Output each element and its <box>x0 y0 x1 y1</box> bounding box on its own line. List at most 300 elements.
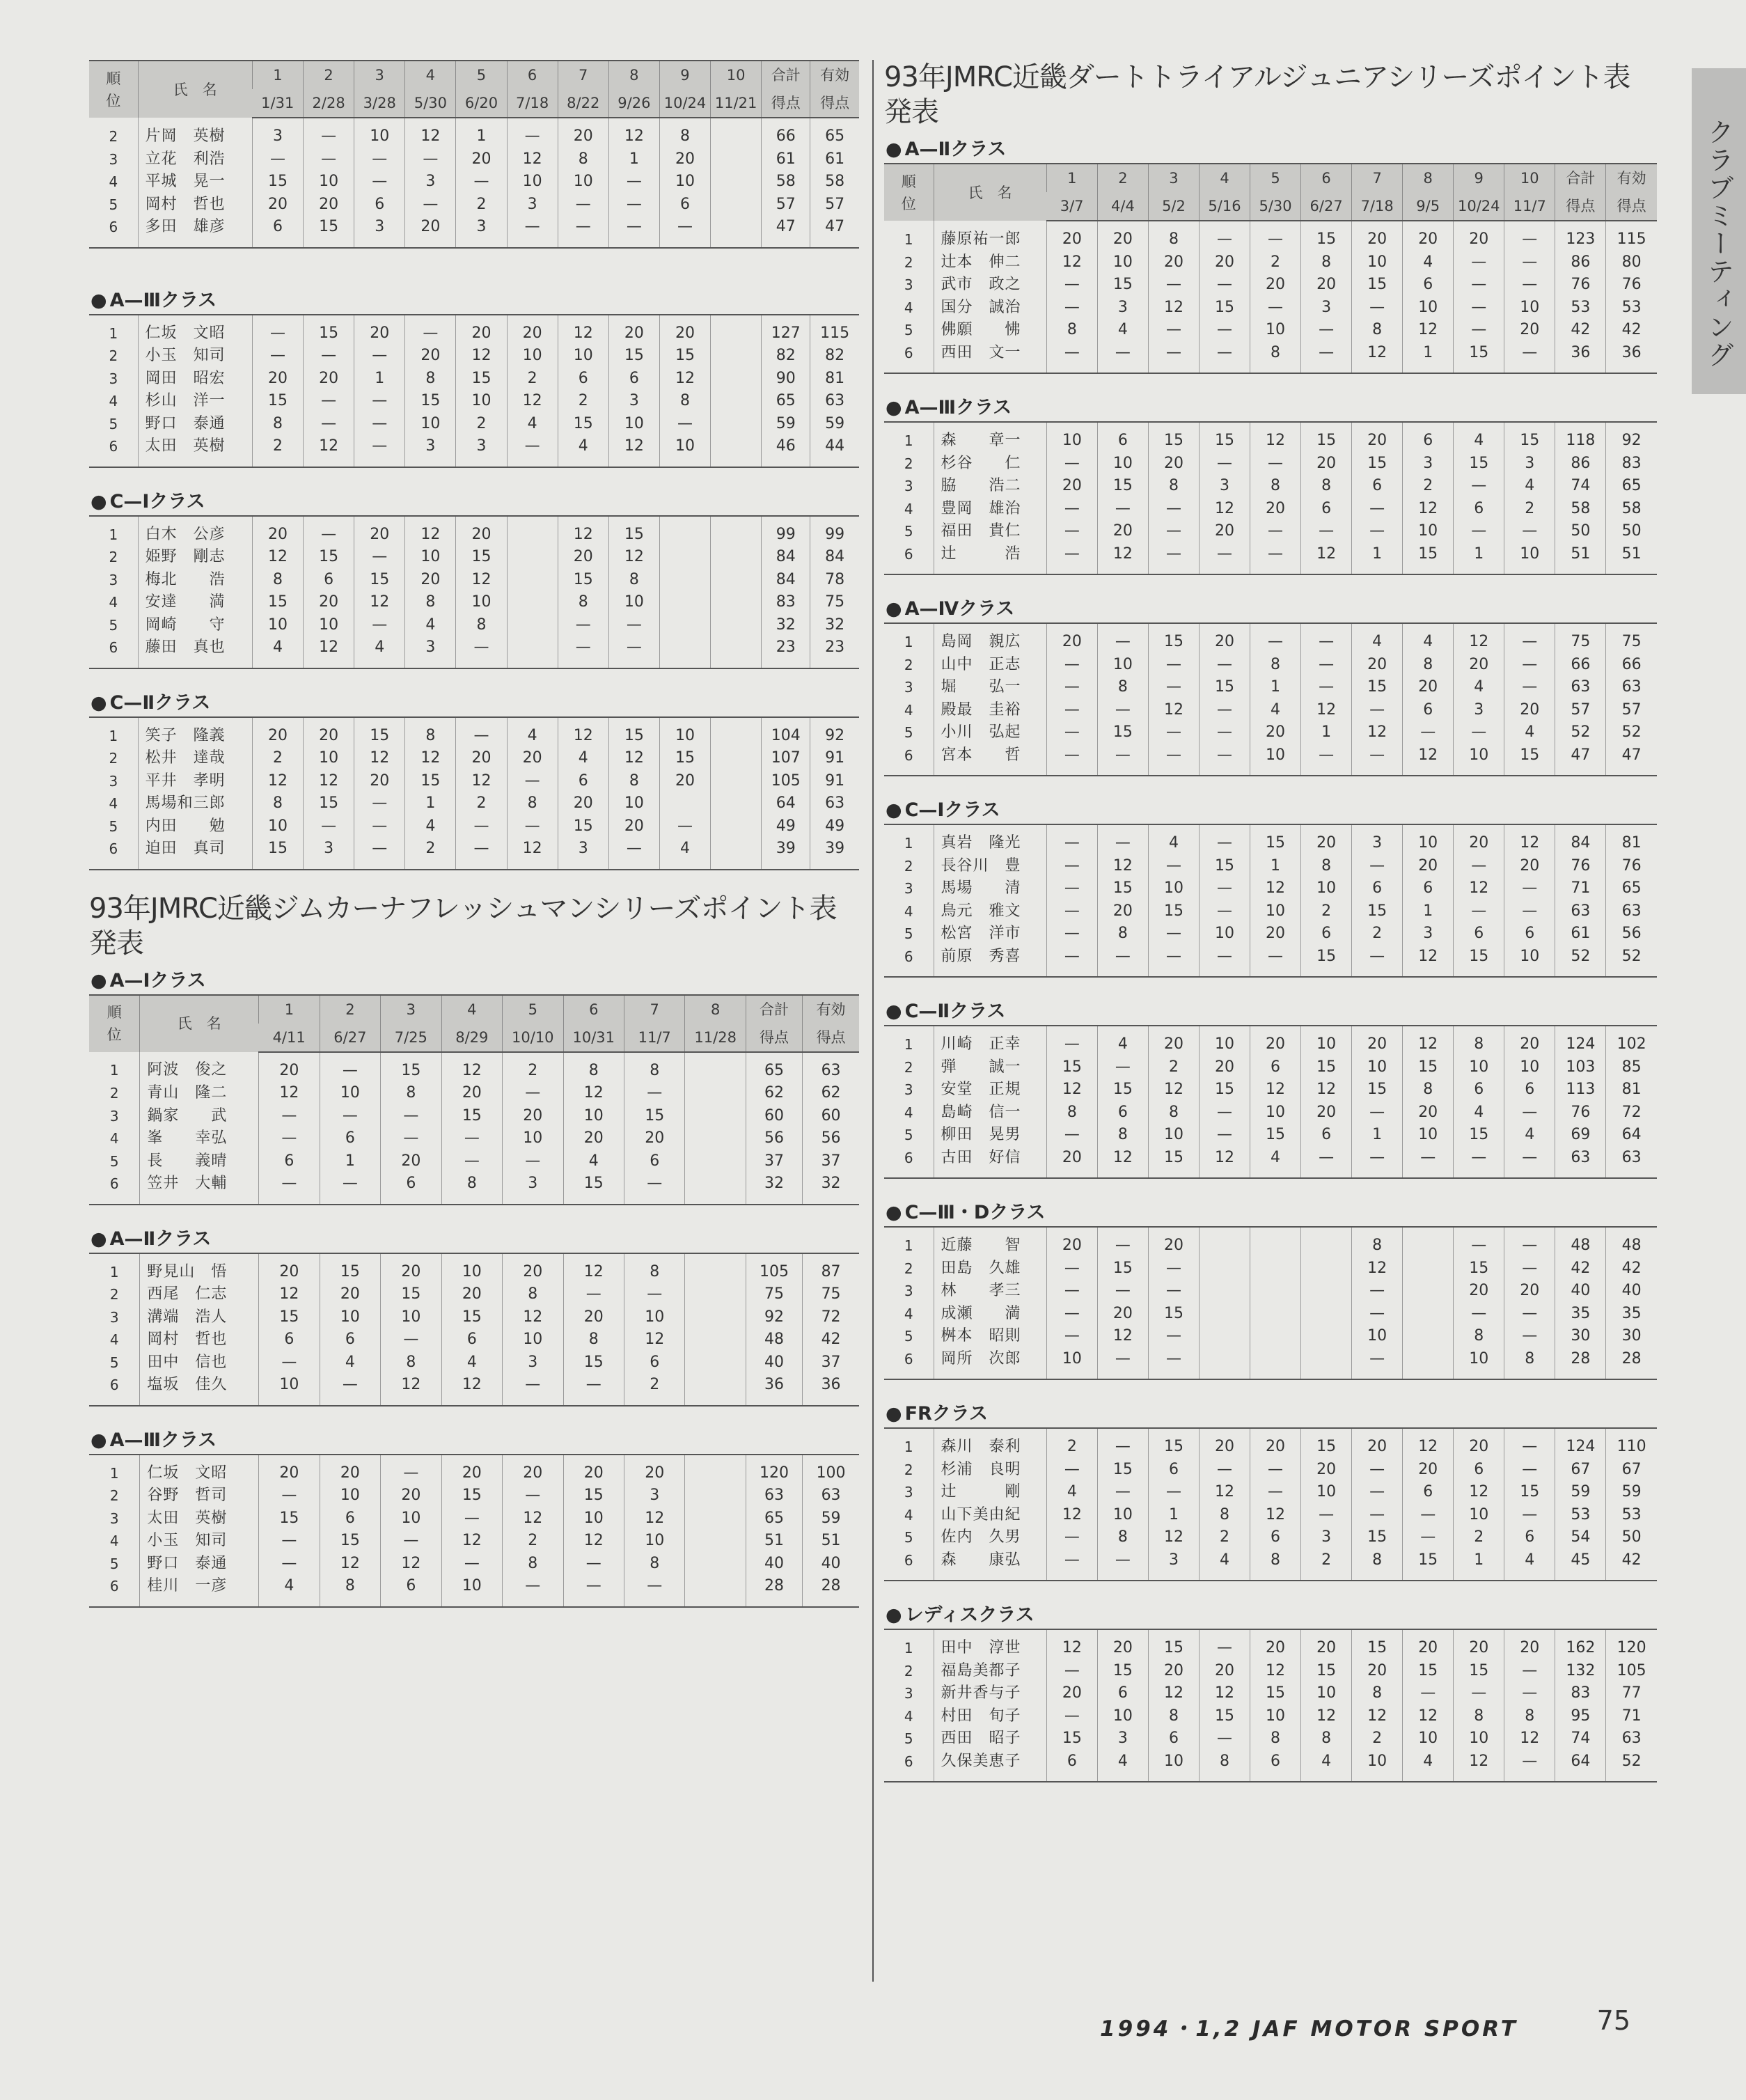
valid-points-cell: 84 <box>810 546 859 569</box>
total-points-cell: 127 <box>762 315 810 345</box>
points-cell: — <box>1148 543 1199 575</box>
driver-name-cell: 塩坂 佳久 <box>140 1374 259 1406</box>
points-table <box>89 1454 859 1608</box>
header-round-number: 10 <box>711 61 762 89</box>
points-cell: 10 <box>1403 1727 1454 1750</box>
points-cell: 2 <box>624 1374 684 1406</box>
points-cell: 15 <box>608 345 659 368</box>
table-row <box>89 516 859 547</box>
points-cell: 10 <box>558 171 608 194</box>
points-cell: — <box>381 1127 441 1150</box>
points-cell: — <box>259 1173 320 1205</box>
points-cell: 15 <box>381 1052 441 1083</box>
header-round-date: 8/22 <box>558 89 608 118</box>
points-cell: — <box>1250 946 1301 978</box>
points-cell: 10 <box>1301 1682 1352 1705</box>
points-cell: 15 <box>1301 1056 1352 1079</box>
driver-name-cell: 岡田 昭宏 <box>138 368 252 391</box>
table-row <box>884 297 1657 320</box>
points-cell: 20 <box>405 569 456 592</box>
total-points-cell: 52 <box>1555 946 1606 978</box>
points-cell: — <box>1199 543 1250 575</box>
total-points-cell: 37 <box>746 1150 802 1173</box>
points-cell: 6 <box>1250 1750 1301 1782</box>
points-cell: 20 <box>1403 1629 1454 1660</box>
points-cell <box>685 1052 746 1083</box>
driver-name-cell: 国分 誠治 <box>934 297 1046 320</box>
points-cell: 10 <box>456 591 507 614</box>
points-cell: 6 <box>1454 1459 1504 1482</box>
points-cell: — <box>1352 699 1403 722</box>
points-cell: 15 <box>1352 274 1403 297</box>
points-cell: — <box>1199 453 1250 476</box>
points-cell: 20 <box>1250 923 1301 946</box>
driver-name-cell: 森川 泰利 <box>934 1428 1046 1459</box>
series-title-line2: 発表 <box>884 96 938 128</box>
class-name: A—Ⅲクラス <box>904 397 1012 418</box>
points-cell: 12 <box>1046 1629 1097 1660</box>
total-points-cell: 123 <box>1555 221 1606 251</box>
valid-points-cell: 102 <box>1606 1026 1657 1056</box>
points-cell: 20 <box>259 1455 320 1485</box>
table-row <box>89 1484 859 1507</box>
valid-points-cell: 120 <box>1606 1629 1657 1660</box>
points-cell: — <box>405 315 456 345</box>
points-cell <box>659 569 710 592</box>
points-cell: 20 <box>354 770 405 793</box>
rank-cell: 6 <box>884 744 934 776</box>
points-cell: 12 <box>1403 1428 1454 1459</box>
points-cell: — <box>1046 699 1097 722</box>
points-cell: 20 <box>1352 221 1403 251</box>
points-cell: 8 <box>1301 1727 1352 1750</box>
points-cell: — <box>1504 221 1555 251</box>
header-round-date: 10/10 <box>503 1024 563 1052</box>
rank-cell: 6 <box>884 1750 934 1782</box>
points-cell: 12 <box>1097 1147 1148 1179</box>
driver-name-cell: 武市 政之 <box>934 274 1046 297</box>
points-cell: 12 <box>1403 1705 1454 1728</box>
table-row <box>89 148 859 171</box>
valid-points-cell: 85 <box>1606 1056 1657 1079</box>
points-cell: — <box>1046 1026 1097 1056</box>
driver-name-cell: 藤田 真也 <box>138 636 252 668</box>
points-cell: 3 <box>405 636 456 668</box>
total-points-cell: 51 <box>746 1530 802 1553</box>
points-cell: 15 <box>252 838 303 870</box>
points-cell: 10 <box>1403 520 1454 543</box>
driver-name-cell: 小川 弘起 <box>934 721 1046 744</box>
points-cell: 15 <box>1352 900 1403 923</box>
rank-cell: 4 <box>109 795 118 812</box>
points-cell <box>1301 1348 1352 1380</box>
points-cell: — <box>1352 1147 1403 1179</box>
header-round-number: 1 <box>252 61 303 89</box>
points-cell: 6 <box>1454 923 1504 946</box>
points-cell: — <box>1199 654 1250 677</box>
valid-points-cell: 59 <box>803 1507 859 1530</box>
header-round-date: 3/28 <box>354 89 405 118</box>
points-cell: — <box>381 1530 441 1553</box>
header-total-top: 合計 <box>1555 164 1606 192</box>
class-heading <box>89 1226 859 1253</box>
points-cell: 6 <box>320 1127 380 1150</box>
points-cell: 12 <box>1250 422 1301 453</box>
header-rank <box>89 995 140 1052</box>
header-round-number: 5 <box>1250 164 1301 192</box>
header-round-number: 2 <box>304 61 354 89</box>
driver-name-cell: 笑子 隆義 <box>138 717 252 748</box>
points-cell: 4 <box>1403 623 1454 654</box>
points-cell: — <box>1097 1280 1148 1303</box>
header-rank-top: 順 <box>107 1004 122 1021</box>
points-cell <box>711 345 762 368</box>
header-round-number: 6 <box>1301 164 1352 192</box>
points-cell: 10 <box>1504 297 1555 320</box>
points-cell: — <box>1454 297 1504 320</box>
points-cell: 20 <box>405 345 456 368</box>
points-cell: 20 <box>1504 319 1555 342</box>
driver-name-cell: 西田 昭子 <box>934 1727 1046 1750</box>
total-points-cell: 40 <box>746 1553 802 1576</box>
points-cell: 15 <box>563 1484 624 1507</box>
points-cell: — <box>441 1127 502 1150</box>
points-cell: — <box>659 815 710 838</box>
points-cell: — <box>1454 1682 1504 1705</box>
total-points-cell: 124 <box>1555 1026 1606 1056</box>
points-cell: 2 <box>1148 1056 1199 1079</box>
points-cell: 3 <box>1403 923 1454 946</box>
points-cell: 15 <box>1352 1629 1403 1660</box>
points-cell: 15 <box>1454 342 1504 374</box>
points-cell: 20 <box>252 717 303 748</box>
points-cell: — <box>1046 1257 1097 1280</box>
table-row <box>89 1553 859 1576</box>
class-heading <box>89 489 859 515</box>
table-row <box>884 1705 1657 1728</box>
points-table <box>89 994 859 1205</box>
valid-points-cell: 51 <box>803 1530 859 1553</box>
header-round-number: 4 <box>441 995 502 1024</box>
points-cell: 20 <box>1403 676 1454 699</box>
points-cell: 15 <box>320 1530 380 1553</box>
points-cell: 10 <box>1046 1348 1097 1380</box>
points-cell: 20 <box>252 516 303 547</box>
points-cell <box>685 1306 746 1329</box>
points-cell: — <box>456 636 507 668</box>
total-points-cell: 65 <box>762 390 810 413</box>
rank-cell: 5 <box>109 1354 119 1371</box>
points-cell: — <box>1148 342 1199 374</box>
points-cell: 10 <box>1454 1348 1504 1380</box>
points-cell: 20 <box>304 368 354 391</box>
points-cell: 1 <box>405 792 456 815</box>
points-cell: 4 <box>1097 1750 1148 1782</box>
points-cell: 4 <box>1352 623 1403 654</box>
points-cell: 10 <box>1403 297 1454 320</box>
points-cell <box>685 1105 746 1128</box>
points-cell: 6 <box>320 1329 380 1351</box>
rank-cell: 4 <box>109 1533 119 1549</box>
driver-name-cell: 弾 誠一 <box>934 1056 1046 1079</box>
points-cell: 3 <box>1097 297 1148 320</box>
driver-name-cell: 野見山 悟 <box>140 1253 259 1284</box>
total-points-cell: 92 <box>746 1306 802 1329</box>
dirt-trial-series-title <box>884 60 1657 130</box>
valid-points-cell: 63 <box>1606 1147 1657 1179</box>
rank-cell: 3 <box>904 478 913 494</box>
driver-name-cell: 島崎 信一 <box>934 1102 1046 1125</box>
points-cell: — <box>1250 297 1301 320</box>
header-name: 氏 名 <box>934 164 1046 221</box>
table-row <box>89 747 859 770</box>
total-points-cell: 75 <box>1555 623 1606 654</box>
points-cell: 1 <box>354 368 405 391</box>
driver-name-cell: 福島美都子 <box>934 1660 1046 1683</box>
points-cell: 12 <box>1250 1504 1301 1527</box>
points-cell: 15 <box>320 1253 380 1284</box>
points-cell: 10 <box>1454 1056 1504 1079</box>
driver-name-cell: 前原 秀喜 <box>934 946 1046 978</box>
driver-name-cell: 西尾 仁志 <box>140 1283 259 1306</box>
rank-cell: 2 <box>904 253 913 271</box>
table-row <box>884 1504 1657 1527</box>
total-points-cell: 83 <box>1555 1682 1606 1705</box>
total-points-cell: 47 <box>762 216 810 248</box>
points-cell <box>711 315 762 345</box>
points-cell: — <box>1301 1147 1352 1179</box>
points-cell: 3 <box>503 1173 563 1205</box>
table-row <box>89 315 859 345</box>
points-cell: 12 <box>405 118 456 148</box>
points-cell: 4 <box>252 636 303 668</box>
points-cell <box>711 591 762 614</box>
points-cell: 10 <box>1454 1504 1504 1527</box>
points-cell <box>685 1507 746 1530</box>
points-cell: 20 <box>1199 251 1250 274</box>
points-cell: — <box>1454 475 1504 498</box>
points-cell: — <box>1148 1325 1199 1348</box>
table-row <box>89 1173 859 1205</box>
points-cell: — <box>1199 1727 1250 1750</box>
rank-cell: 1 <box>89 315 138 345</box>
table-row <box>884 1459 1657 1482</box>
table-row <box>89 591 859 614</box>
valid-points-cell: 76 <box>1606 855 1657 878</box>
rank-cell: 6 <box>884 1147 934 1179</box>
valid-points-cell: 49 <box>810 815 859 838</box>
points-cell: 20 <box>1046 1227 1097 1257</box>
class-name: A—Ⅲクラス <box>109 1429 217 1451</box>
points-cell: — <box>1250 1481 1301 1504</box>
points-cell: 20 <box>1199 1056 1250 1079</box>
header-valid-top: 有効 <box>1606 164 1657 192</box>
points-cell: 3 <box>608 390 659 413</box>
points-cell: 20 <box>659 315 710 345</box>
points-cell: — <box>1504 1504 1555 1527</box>
points-cell: 8 <box>1250 654 1301 677</box>
valid-points-cell: 65 <box>1606 475 1657 498</box>
points-cell: 6 <box>1403 1481 1454 1504</box>
bullet-icon: ● <box>886 598 902 620</box>
points-cell <box>659 636 710 668</box>
points-cell: 8 <box>1046 319 1097 342</box>
points-cell: — <box>1199 824 1250 855</box>
driver-name-cell: 柳田 晃男 <box>934 1124 1046 1147</box>
points-cell: 15 <box>1250 1124 1301 1147</box>
points-cell: 8 <box>1148 221 1199 251</box>
points-cell: 15 <box>405 390 456 413</box>
points-cell: 3 <box>1097 1727 1148 1750</box>
class-block <box>89 968 859 1205</box>
points-cell: 10 <box>441 1575 502 1607</box>
points-cell: — <box>1352 946 1403 978</box>
points-cell: 1 <box>1301 721 1352 744</box>
points-cell: 12 <box>1148 1079 1199 1102</box>
points-cell: 10 <box>304 171 354 194</box>
points-cell: 20 <box>1504 1280 1555 1303</box>
points-cell: 1 <box>1454 543 1504 575</box>
class-heading <box>884 596 1657 622</box>
points-cell: — <box>1454 855 1504 878</box>
points-cell: 20 <box>1199 623 1250 654</box>
points-cell: 15 <box>456 546 507 569</box>
driver-name-cell: 小玉 知司 <box>138 345 252 368</box>
points-cell: — <box>354 815 405 838</box>
rank-cell: 4 <box>109 594 118 611</box>
class-name: C—Ⅱクラス <box>109 691 211 714</box>
points-cell: — <box>1504 1102 1555 1125</box>
points-cell: 12 <box>381 1553 441 1576</box>
driver-name-cell: 田島 久雄 <box>934 1257 1046 1280</box>
header-round-date: 4/11 <box>259 1024 320 1052</box>
points-cell: 4 <box>1148 824 1199 855</box>
table-row <box>884 1257 1657 1280</box>
points-cell: 12 <box>1454 623 1504 654</box>
points-cell: 10 <box>659 717 710 748</box>
points-cell: 15 <box>1301 1660 1352 1683</box>
points-cell: 8 <box>558 591 608 614</box>
points-cell: 10 <box>1301 1026 1352 1056</box>
points-cell <box>659 614 710 637</box>
points-cell: 12 <box>503 1507 563 1530</box>
header-round-number: 1 <box>259 995 320 1024</box>
points-cell: — <box>1199 721 1250 744</box>
driver-name-cell: 白木 公彦 <box>138 516 252 547</box>
points-cell <box>685 1553 746 1576</box>
points-cell: 20 <box>1454 1629 1504 1660</box>
points-cell: 8 <box>1097 1124 1148 1147</box>
points-cell: 12 <box>558 315 608 345</box>
points-cell: 6 <box>659 194 710 217</box>
table-row <box>884 1079 1657 1102</box>
points-table <box>89 716 859 870</box>
points-cell: 3 <box>1352 824 1403 855</box>
points-cell: 6 <box>1301 498 1352 521</box>
total-points-cell: 57 <box>762 194 810 217</box>
class-block <box>89 288 859 468</box>
points-cell: 12 <box>608 118 659 148</box>
header-rank-bottom: 位 <box>107 1026 122 1043</box>
points-cell: 4 <box>1403 1750 1454 1782</box>
valid-points-cell: 44 <box>810 435 859 467</box>
points-cell: 8 <box>563 1052 624 1083</box>
table-row <box>89 717 859 748</box>
points-cell: — <box>354 546 405 569</box>
rank-cell: 5 <box>904 523 913 540</box>
table-row <box>884 824 1657 855</box>
points-cell: — <box>1352 855 1403 878</box>
valid-points-cell: 65 <box>810 118 859 148</box>
points-cell: — <box>1097 1549 1148 1581</box>
driver-name-cell: 森 康弘 <box>934 1549 1046 1581</box>
rank-cell: 6 <box>89 1374 140 1406</box>
points-cell: 12 <box>381 1374 441 1406</box>
rank-cell: 2 <box>904 1662 913 1679</box>
total-points-cell: 76 <box>1555 274 1606 297</box>
points-cell: 20 <box>252 368 303 391</box>
points-cell: — <box>354 390 405 413</box>
table-row <box>884 654 1657 677</box>
points-cell: 12 <box>624 1507 684 1530</box>
driver-name-cell: 杉山 洋一 <box>138 390 252 413</box>
points-cell: 8 <box>507 792 558 815</box>
points-cell <box>659 516 710 547</box>
points-cell: — <box>507 815 558 838</box>
points-cell: 3 <box>1301 1526 1352 1549</box>
points-cell: 4 <box>1504 1549 1555 1581</box>
points-cell: 12 <box>1352 1257 1403 1280</box>
points-cell: — <box>320 1105 380 1128</box>
driver-name-cell: 長 義晴 <box>140 1150 259 1173</box>
class-name: C—Ⅰクラス <box>109 490 205 512</box>
driver-name-cell: 福田 貴仁 <box>934 520 1046 543</box>
points-cell: 15 <box>659 747 710 770</box>
valid-points-cell: 64 <box>1606 1124 1657 1147</box>
points-cell: — <box>1504 1227 1555 1257</box>
driver-name-cell: 豊岡 雄治 <box>934 498 1046 521</box>
points-cell: 4 <box>354 636 405 668</box>
points-cell: 15 <box>1097 274 1148 297</box>
points-cell: — <box>1046 744 1097 776</box>
points-cell: 1 <box>1352 1124 1403 1147</box>
driver-name-cell: 辻 剛 <box>934 1481 1046 1504</box>
points-cell: 1 <box>1250 676 1301 699</box>
points-cell: — <box>1352 1481 1403 1504</box>
points-cell: 20 <box>1148 251 1199 274</box>
rank-cell: 2 <box>904 857 913 875</box>
points-cell: 20 <box>503 1105 563 1128</box>
points-cell <box>685 1351 746 1374</box>
points-cell <box>711 614 762 637</box>
table-row <box>884 1481 1657 1504</box>
driver-name-cell: 村田 旬子 <box>934 1705 1046 1728</box>
points-cell: — <box>608 614 659 637</box>
total-points-cell: 76 <box>1555 855 1606 878</box>
points-cell: 1 <box>1403 342 1454 374</box>
points-cell: — <box>354 614 405 637</box>
driver-name-cell: 殿最 圭裕 <box>934 699 1046 722</box>
points-cell: — <box>1301 1504 1352 1527</box>
series-title-line1: 93年JMRC近畿ジムカーナフレッシュマンシリーズポイント表 <box>89 892 837 925</box>
rank-cell: 2 <box>109 549 118 565</box>
points-cell: — <box>304 413 354 436</box>
points-table <box>884 163 1657 374</box>
points-cell: — <box>1454 1147 1504 1179</box>
points-cell: 3 <box>1301 297 1352 320</box>
points-cell: 10 <box>304 614 354 637</box>
points-cell: — <box>1046 900 1097 923</box>
